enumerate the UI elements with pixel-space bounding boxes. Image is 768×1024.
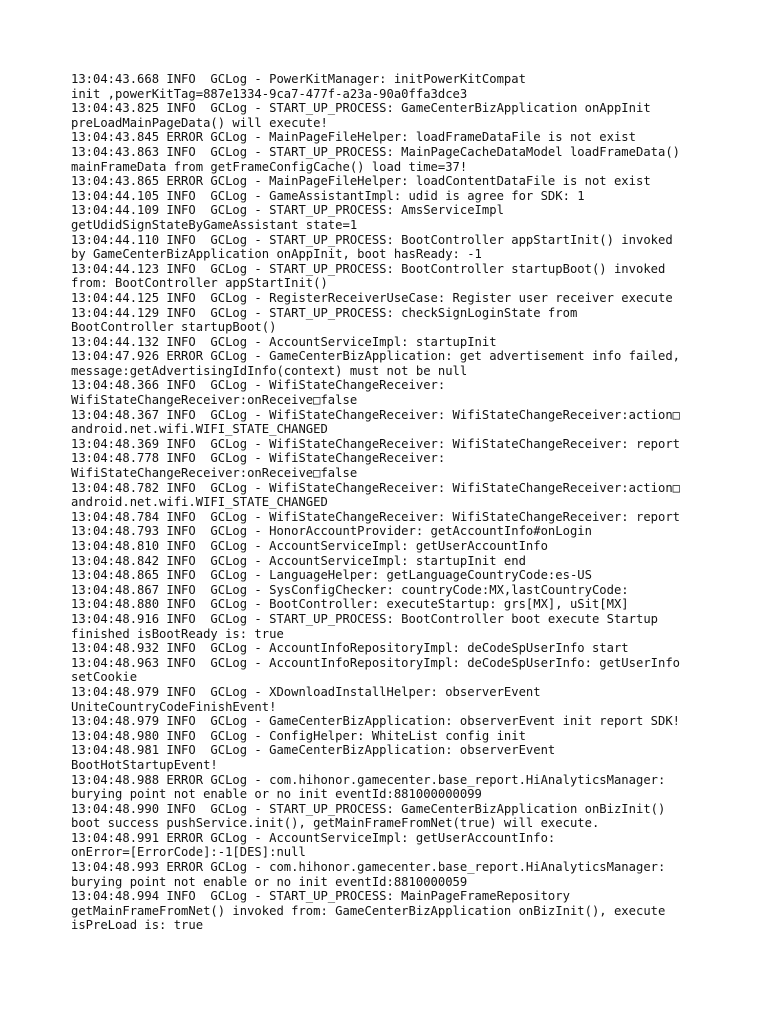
log-line: android.net.wifi.WIFI_STATE_CHANGED — [71, 422, 328, 437]
log-line: 13:04:48.979 INFO GCLog - XDownloadInstallHelper: observerEvent — [71, 684, 541, 699]
log-line: init ,powerKitTag=887e1334-9ca7-477f-a23a-90a0ffa3dce3 — [71, 86, 468, 101]
log-line: 13:04:48.784 INFO GCLog - WifiStateChangeReceiver: WifiStateChangeReceiver: report — [71, 509, 681, 524]
log-page — [71, 72, 711, 933]
log-line: 13:04:48.988 ERROR GCLog - com.hihonor.gamecenter.base_report.HiAnalyticsManager: — [71, 772, 666, 787]
log-line: 13:04:48.369 INFO GCLog - WifiStateChangeReceiver: WifiStateChangeReceiver: report — [71, 436, 681, 451]
log-line: 13:04:48.979 INFO GCLog - GameCenterBizApplication: observerEvent init report SDK! — [71, 714, 681, 729]
log-line: 13:04:48.980 INFO GCLog - ConfigHelper: WhiteList config init — [71, 728, 526, 743]
log-line: isPreLoad is: true — [71, 918, 204, 933]
log-line: 13:04:44.125 INFO GCLog - RegisterReceiverUseCase: Register user receiver execute — [71, 290, 673, 305]
log-line: getUdidSignStateByGameAssistant state=1 — [71, 217, 358, 232]
log-line: 13:04:48.865 INFO GCLog - LanguageHelper: getLanguageCountryCode:es-US — [71, 568, 592, 583]
log-line: 13:04:44.123 INFO GCLog - START_UP_PROCESS: BootController startupBoot() invoked — [71, 261, 666, 276]
log-line: by GameCenterBizApplication onAppInit, boot hasReady: -1 — [71, 247, 482, 262]
log-line: preLoadMainPageData() will execute! — [71, 115, 328, 130]
log-line: 13:04:48.932 INFO GCLog - AccountInfoRepositoryImpl: deCodeSpUserInfo start — [71, 641, 629, 656]
log-line: 13:04:48.880 INFO GCLog - BootController: executeStartup: grs[MX], uSit[MX] — [71, 597, 629, 612]
log-line: 13:04:48.991 ERROR GCLog - AccountServiceImpl: getUserAccountInfo: — [71, 830, 556, 845]
log-line: BootController startupBoot() — [71, 320, 277, 335]
log-line: getMainFrameFromNet() invoked from: GameCenterBizApplication onBizInit(), execute — [71, 903, 666, 918]
log-line: 13:04:44.105 INFO GCLog - GameAssistantImpl: udid is agree for SDK: 1 — [71, 188, 585, 203]
log-line: UniteCountryCodeFinishEvent! — [71, 699, 277, 714]
log-line: 13:04:48.782 INFO GCLog - WifiStateChangeReceiver: WifiStateChangeReceiver:action□ — [71, 480, 681, 495]
log-line: WifiStateChangeReceiver:onReceive□false — [71, 393, 358, 408]
log-line: WifiStateChangeReceiver:onReceive□false — [71, 466, 358, 481]
log-line: 13:04:48.867 INFO GCLog - SysConfigChecker: countryCode:MX,lastCountryCode: — [71, 582, 629, 597]
log-line: android.net.wifi.WIFI_STATE_CHANGED — [71, 495, 328, 510]
log-line: boot success pushService.init(), getMainFrameFromNet(true) will execute. — [71, 816, 600, 831]
log-line: onError=[ErrorCode]:-1[DES]:null — [71, 845, 306, 860]
log-line: setCookie — [71, 670, 138, 685]
log-line: 13:04:48.366 INFO GCLog - WifiStateChangeReceiver: — [71, 378, 446, 393]
log-line: 13:04:48.810 INFO GCLog - AccountServiceImpl: getUserAccountInfo — [71, 539, 548, 553]
log-line: 13:04:44.110 INFO GCLog - START_UP_PROCESS: BootController appStartInit() invoked — [71, 232, 673, 247]
log-line: message:getAdvertisingIdInfo(context) must not be null — [71, 363, 468, 378]
log-line: 13:04:47.926 ERROR GCLog - GameCenterBizApplication: get advertisement info failed, — [71, 349, 681, 364]
log-line: 13:04:48.990 INFO GCLog - START_UP_PROCESS: GameCenterBizApplication onBizInit() — [71, 801, 666, 816]
log-line: 13:04:48.994 INFO GCLog - START_UP_PROCESS: MainPageFrameRepository — [71, 889, 570, 904]
log-line: finished isBootReady is: true — [71, 626, 284, 641]
log-line: 13:04:48.916 INFO GCLog - START_UP_PROCESS: BootController boot execute Startup — [71, 611, 658, 626]
log-line: 13:04:48.963 INFO GCLog - AccountInfoRepositoryImpl: deCodeSpUserInfo: getUserInfo — [71, 655, 681, 670]
log-line: burying point not enable or no init eventId:881000000099 — [71, 787, 482, 802]
log-line: 13:04:48.981 INFO GCLog - GameCenterBizApplication: observerEvent — [71, 743, 556, 758]
log-line: burying point not enable or no init eventId:8810000059 — [71, 874, 468, 889]
log-line: 13:04:48.793 INFO GCLog - HonorAccountProvider: getAccountInfo#onLogin — [71, 524, 592, 539]
log-line: from: BootController appStartInit() — [71, 276, 328, 291]
log-line: 13:04:44.132 INFO GCLog - AccountServiceImpl: startupInit — [71, 334, 497, 349]
log-line: 13:04:48.993 ERROR GCLog - com.hihonor.gamecenter.base_report.HiAnalyticsManager: — [71, 860, 666, 875]
log-line: 13:04:48.367 INFO GCLog - WifiStateChangeReceiver: WifiStateChangeReceiver:action□ — [71, 407, 681, 422]
log-line: 13:04:48.842 INFO GCLog - AccountServiceImpl: startupInit end — [71, 553, 526, 568]
log-line: mainFrameData from getFrameConfigCache() load time=37! — [71, 159, 468, 174]
log-line: 13:04:43.863 INFO GCLog - START_UP_PROCESS: MainPageCacheDataModel loadFrameData() — [71, 144, 681, 159]
log-line: BootHotStartupEvent! — [71, 757, 218, 772]
log-line: 13:04:43.825 INFO GCLog - START_UP_PROCESS: GameCenterBizApplication onAppInit — [71, 101, 651, 116]
log-line: 13:04:43.865 ERROR GCLog - MainPageFileHelper: loadContentDataFile is not exist — [71, 174, 651, 189]
log-line: 13:04:44.109 INFO GCLog - START_UP_PROCESS: AmsServiceImpl — [71, 203, 504, 218]
log-line: 13:04:48.778 INFO GCLog - WifiStateChangeReceiver: — [71, 451, 446, 466]
log-line: 13:04:43.668 INFO GCLog - PowerKitManager: initPowerKitCompat — [71, 72, 526, 86]
log-line: 13:04:44.129 INFO GCLog - START_UP_PROCESS: checkSignLoginState from — [71, 305, 578, 320]
log-line: 13:04:43.845 ERROR GCLog - MainPageFileHelper: loadFrameDataFile is not exist — [71, 130, 636, 145]
